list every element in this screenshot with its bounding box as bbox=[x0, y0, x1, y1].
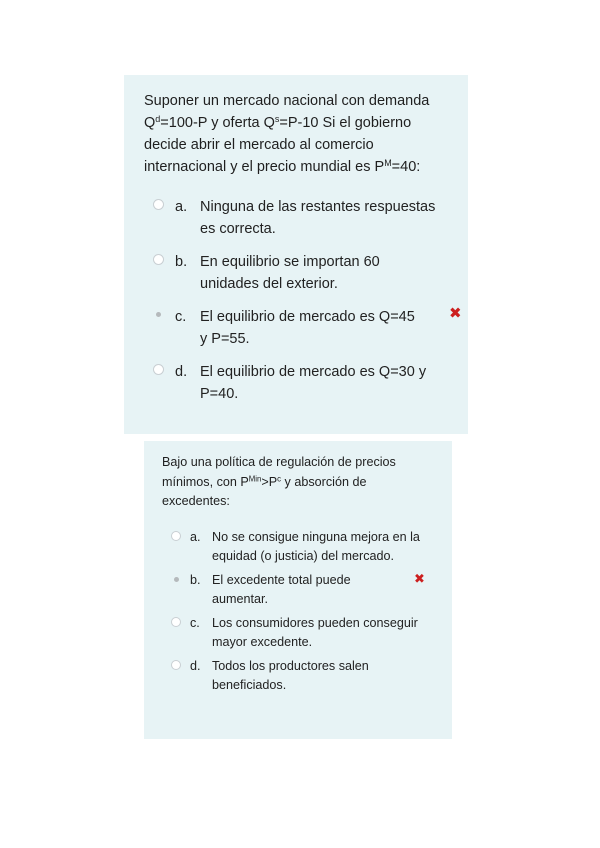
option-line: beneficiados. bbox=[212, 678, 287, 692]
option-line: En equilibrio se importan 60 bbox=[200, 254, 380, 270]
question-card-1 bbox=[124, 75, 468, 434]
question-line: =40: bbox=[391, 159, 421, 175]
answer-options-2 bbox=[162, 528, 434, 696]
option-a[interactable] bbox=[162, 528, 434, 567]
radio-button-selected[interactable] bbox=[153, 309, 164, 320]
question-line: Bajo una política de regulación de precios bbox=[162, 455, 396, 469]
question-text-1 bbox=[144, 90, 448, 178]
question-symbol: Q bbox=[144, 115, 156, 131]
superscript: c bbox=[277, 474, 282, 484]
question-line: =100-P y oferta Q bbox=[160, 115, 275, 131]
option-line: P=40. bbox=[200, 386, 239, 402]
option-b[interactable] bbox=[162, 571, 434, 610]
option-text bbox=[212, 614, 434, 653]
option-line: equidad (o justicia) del mercado. bbox=[212, 549, 395, 563]
option-c[interactable] bbox=[162, 614, 434, 653]
option-text bbox=[200, 361, 448, 405]
option-letter: b. bbox=[190, 572, 201, 587]
superscript: d bbox=[155, 114, 161, 125]
option-letter: d. bbox=[190, 658, 201, 673]
option-text bbox=[212, 657, 434, 696]
answer-options-1 bbox=[144, 196, 462, 405]
radio-button[interactable] bbox=[171, 660, 181, 670]
option-letter: c. bbox=[190, 615, 200, 630]
question-line: y absorción de bbox=[281, 474, 367, 489]
incorrect-icon: ✖ bbox=[414, 570, 425, 586]
option-letter: a. bbox=[190, 529, 201, 544]
option-line: mayor excedente. bbox=[212, 635, 313, 649]
option-letter: d. bbox=[175, 364, 188, 380]
question-line: Suponer un mercado nacional con demanda bbox=[144, 93, 430, 109]
option-text bbox=[200, 196, 448, 240]
option-text bbox=[212, 571, 434, 610]
option-line: El equilibrio de mercado es Q=45 bbox=[200, 309, 415, 325]
option-line: unidades del exterior. bbox=[200, 276, 338, 292]
option-a[interactable] bbox=[144, 196, 448, 240]
radio-button[interactable] bbox=[153, 254, 164, 265]
option-letter: b. bbox=[175, 254, 188, 270]
question-line: excedentes: bbox=[162, 494, 230, 508]
option-line: No se consigue ninguna mejora en la bbox=[212, 529, 420, 544]
option-b[interactable] bbox=[144, 251, 448, 295]
option-line: es correcta. bbox=[200, 221, 276, 237]
option-line: El excedente total puede bbox=[212, 572, 351, 587]
option-text bbox=[212, 528, 434, 567]
radio-button[interactable] bbox=[171, 531, 181, 541]
option-letter: a. bbox=[175, 199, 188, 215]
option-line: Ninguna de las restantes respuestas bbox=[200, 199, 436, 215]
question-line: decide abrir el mercado al comercio bbox=[144, 137, 374, 153]
question-line: >P bbox=[261, 474, 278, 489]
question-line: =P-10 Si el gobierno bbox=[279, 115, 412, 131]
radio-button[interactable] bbox=[171, 617, 181, 627]
incorrect-icon: ✖ bbox=[449, 305, 462, 322]
superscript: Min bbox=[248, 474, 262, 484]
radio-button[interactable] bbox=[153, 199, 164, 210]
superscript: M bbox=[384, 158, 392, 169]
option-line: El equilibrio de mercado es Q=30 y bbox=[200, 364, 427, 380]
option-d[interactable] bbox=[162, 657, 434, 696]
option-text bbox=[200, 306, 448, 350]
option-line: aumentar. bbox=[212, 592, 269, 606]
option-line: Todos los productores salen bbox=[212, 658, 369, 673]
option-line: y P=55. bbox=[200, 331, 250, 347]
superscript: s bbox=[274, 114, 280, 125]
option-d[interactable] bbox=[144, 361, 448, 405]
option-letter: c. bbox=[175, 309, 187, 325]
question-card-2 bbox=[144, 441, 452, 739]
question-text-2 bbox=[162, 453, 434, 512]
option-line: Los consumidores pueden conseguir bbox=[212, 615, 418, 630]
option-text bbox=[200, 251, 448, 295]
question-line: internacional y el precio mundial es P bbox=[144, 159, 385, 175]
question-line: mínimos, con P bbox=[162, 474, 249, 489]
option-c[interactable] bbox=[144, 305, 462, 350]
radio-button-selected[interactable] bbox=[171, 574, 181, 584]
radio-button[interactable] bbox=[153, 364, 164, 375]
